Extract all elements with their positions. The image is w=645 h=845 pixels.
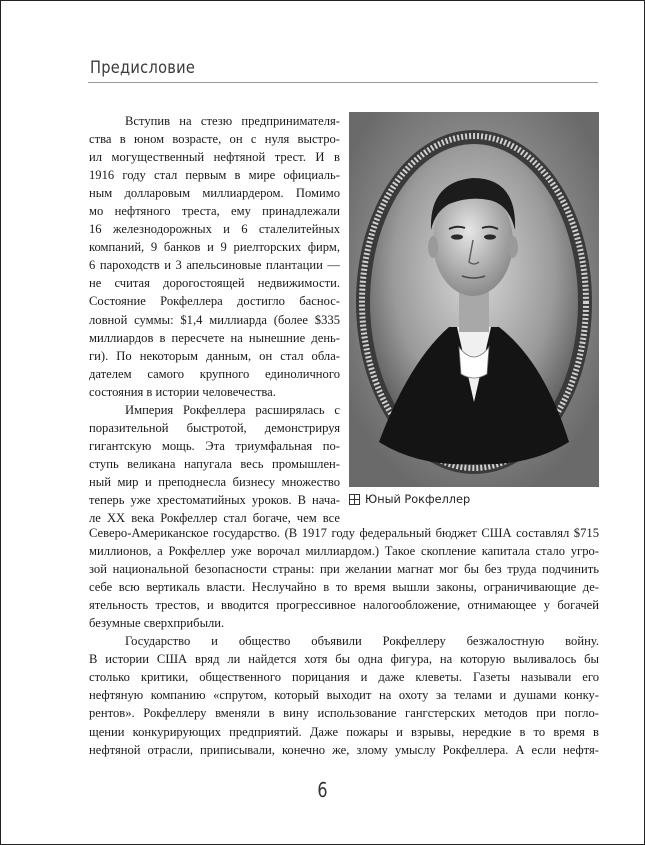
text-line: зой национальной безопасности страны: при желании магнат мог бы без труда подчинить (89, 562, 599, 577)
text-line: ле XX века Рокфеллер стал богаче, чем все (89, 511, 340, 526)
section-title: Предисловие (90, 58, 196, 78)
text-line: 6 пароходств и 3 апельсиновые плантации — (89, 258, 340, 273)
text-line: не считая дорогостоящей недвижимости. (89, 276, 340, 291)
text-line: нефтяной отрасли, приписывали, конечно же, злому умыслу Рокфеллера. А если нефтя- (89, 742, 599, 757)
text-line: ный мир и преподнесла бизнесу множество (89, 474, 340, 489)
text-line: Империя Рокфеллера расширялась с (125, 402, 340, 417)
text-line: Состояние Рокфеллера достигло баснос- (89, 294, 340, 309)
text-line: теперь уже хрестоматийных уроков. В нача- (89, 492, 340, 507)
header-rule (88, 82, 598, 83)
text-line: ятельность трестов, и вводится прогрессивное налогообложение, отнимающее у богачей (89, 598, 599, 613)
text-line: гигантскую мощь. Эта триумфальная по- (89, 438, 340, 453)
text-line: ным долларовым миллиардером. Помимо (89, 186, 340, 201)
page-number: 6 (317, 778, 328, 802)
ornament-icon (349, 494, 360, 505)
portrait-photo (349, 112, 599, 487)
text-line: состояния в истории человечества. (89, 384, 276, 399)
text-line: рентов». Рокфеллеру вменяли в вину использование гангстерских методов при погло- (89, 706, 599, 721)
body-column-wide (89, 524, 599, 759)
text-line: Государство и общество объявили Рокфеллеру безжалостную войну. (125, 634, 599, 649)
text-line: столько критики, общественного порицания и даже клеветы. Газеты называли его (89, 670, 599, 685)
photo-caption (349, 493, 470, 506)
text-line: мо нефтяного треста, ему принадлежали (89, 204, 340, 219)
text-line: ил могущественный нефтяной трест. И в (89, 150, 340, 165)
body-column-narrow (89, 112, 340, 527)
text-line: себе всю вертикаль власти. Неслучайно в то время вышли законы, ограничивающие де- (89, 580, 599, 595)
text-line: компаний, 9 банков и 9 риелторских фирм, (89, 240, 340, 255)
text-line: миллионов, а Рокфеллер уже ворочал миллиардом.) Такое скопление капитала стало угро- (89, 544, 599, 559)
text-line: Северо-Американское государство. (В 1917 году федеральный бюджет США составлял $715 (89, 526, 599, 540)
text-line: безумные сверхприбыли. (89, 616, 225, 631)
text-line: дателем самого крупного единоличного (89, 366, 340, 381)
text-line: ловной суммы: $1,4 миллиарда (более $335 (89, 312, 340, 327)
text-line: ступь великана напугала весь промышлен- (89, 456, 340, 471)
text-line: В истории США вряд ли найдется хотя бы одна фигура, на которую выливалось бы (89, 652, 599, 667)
text-line: 1916 году стал первым в мире официаль- (89, 168, 340, 183)
text-line: ги). По некоторым данным, он стал обла- (89, 348, 340, 363)
text-line: миллиардов в пересчете на нынешние день- (89, 330, 340, 345)
text-line: нефтяную компанию «спрутом, который выходит на охоту за телами и душами конку- (89, 688, 599, 703)
photo-caption-text: Юный Рокфеллер (365, 493, 471, 506)
portrait-illustration (349, 112, 599, 487)
text-line: щении конкурирующих предприятий. Даже пожары и взрывы, нередкие в то время в (89, 724, 599, 739)
text-line: ства в юном возрасте, он с нуля выстро- (89, 132, 340, 147)
text-line: поразительной быстротой, демонстрируя (89, 420, 340, 435)
text-line: 16 железнодорожных и 6 сталелитейных (89, 222, 340, 237)
text-line: Вступив на стезю предпринимателя- (125, 114, 340, 128)
